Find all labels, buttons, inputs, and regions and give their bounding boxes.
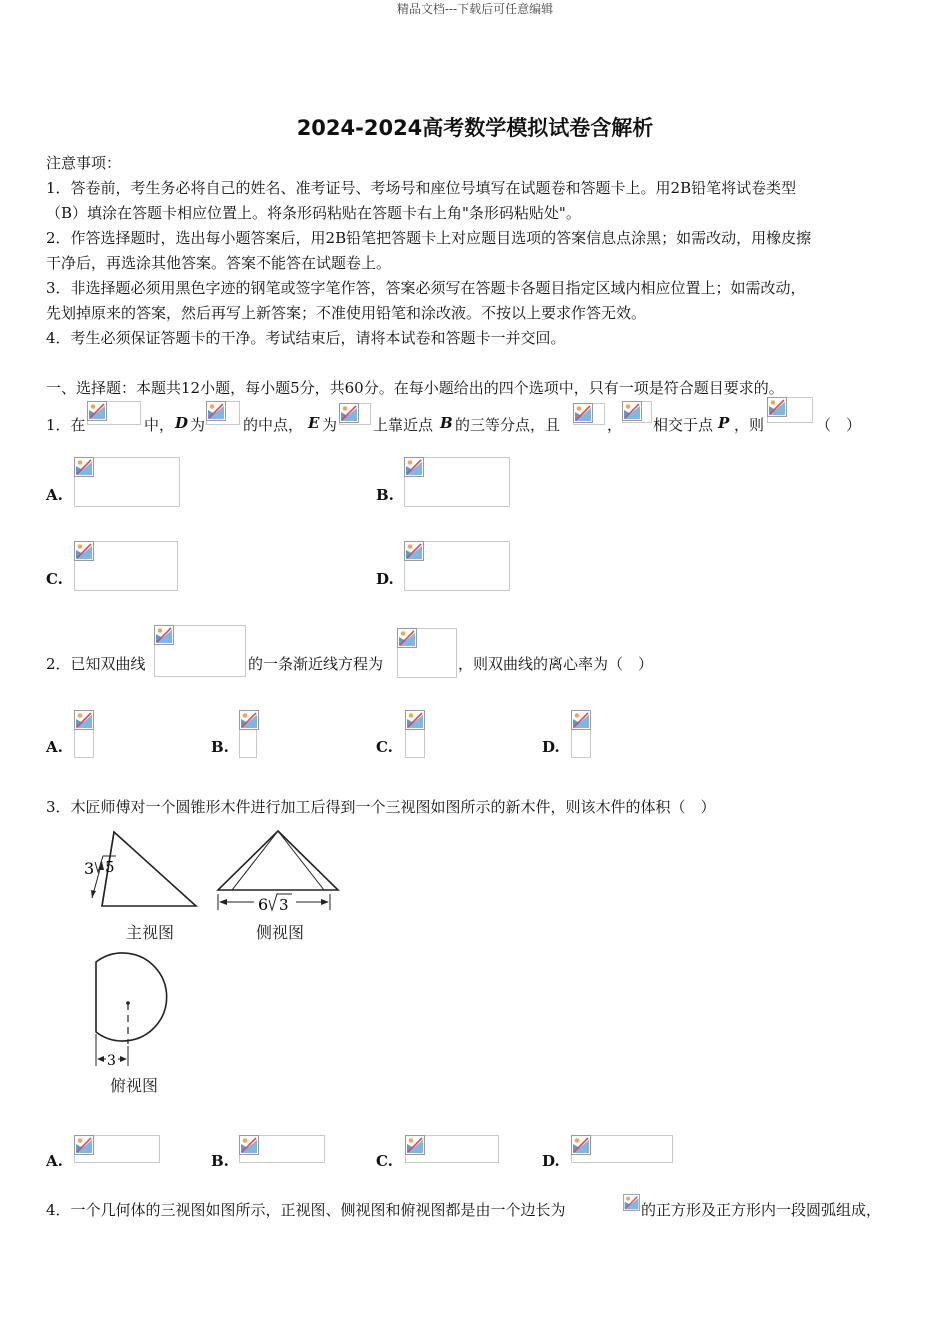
formula-image — [767, 397, 813, 423]
notice-line: （B）填涂在答题卡相应位置上。将条形码粘贴在答题卡右上角"条形码粘贴处"。 — [46, 204, 581, 222]
broken-image-icon — [405, 1135, 425, 1155]
side-dim-rad: 3 — [279, 896, 289, 914]
option-d-image[interactable] — [571, 710, 591, 758]
option-c-label: C. — [376, 1152, 393, 1170]
notice-line: 4．考生必须保证答题卡的干净。考试结束后，请将本试卷和答题卡一并交回。 — [46, 329, 566, 347]
front-view-label: 主视图 — [126, 923, 175, 942]
option-d-image[interactable] — [404, 541, 510, 591]
broken-image-icon — [767, 397, 787, 417]
broken-image-icon — [571, 710, 591, 730]
option-c-image[interactable] — [405, 710, 425, 758]
option-a-image[interactable] — [74, 457, 180, 507]
option-b-image[interactable] — [404, 457, 510, 507]
formula-image — [573, 403, 605, 425]
top-dim: 3 — [107, 1053, 116, 1069]
section-heading: 一、选择题：本题共12小题，每小题5分，共60分。在每小题给出的四个选项中，只有一项是符合题目要求的。 — [46, 379, 784, 397]
notice-line: 3．非选择题必须用黑色字迹的钢笔或签字笔作答，答案必须写在答题卡各题目指定区域内相应位置上；如需改动， — [46, 279, 806, 297]
broken-image-icon — [74, 541, 94, 561]
broken-image-icon — [87, 401, 107, 421]
broken-image-icon — [239, 710, 259, 730]
top-view-figure — [84, 948, 190, 1072]
front-dim-rad: 5 — [105, 858, 115, 876]
option-a-image[interactable] — [74, 710, 94, 758]
notice-line: 干净后，再选涂其他答案。答案不能答在试题卷上。 — [46, 254, 392, 272]
page-title: 2024-2024高考数学模拟试卷含解析 — [296, 116, 654, 140]
question-3-text: 3．木匠师傅对一个圆锥形木件进行加工后得到一个三视图如图所示的新木件，则该木件的体积（ ） — [46, 798, 716, 816]
notice-line: 先划掉原来的答案，然后再写上新答案；不准使用铅笔和涂改液。不按以上要求作答无效。 — [46, 304, 647, 322]
option-d-label: D. — [542, 738, 560, 756]
top-view-label: 俯视图 — [110, 1076, 159, 1095]
option-b-label: B. — [211, 738, 229, 756]
broken-image-icon — [622, 401, 642, 421]
option-b-label: B. — [376, 486, 394, 504]
broken-image-icon — [74, 710, 94, 730]
formula-image — [622, 401, 652, 423]
option-a-label: A. — [46, 738, 63, 756]
notice-heading: 注意事项： — [46, 154, 122, 172]
broken-image-icon — [404, 541, 424, 561]
option-c-label: C. — [46, 570, 63, 588]
option-a-label: A. — [46, 1152, 63, 1170]
broken-image-icon — [154, 625, 174, 645]
formula-image — [206, 401, 240, 425]
notice-line: 2．作答选择题时，选出每小题答案后，用2B铅笔把答题卡上对应题目选项的答案信息点涂黑；如需改动，用橡皮擦 — [46, 229, 812, 247]
option-c-label: C. — [376, 738, 393, 756]
notice-line: 1．答卷前，考生务必将自己的姓名、准考证号、考场号和座位号填写在试题卷和答题卡上。用2B铅笔将试卷类型 — [46, 179, 797, 197]
broken-image-icon — [74, 1135, 94, 1155]
option-b-label: B. — [211, 1152, 229, 1170]
option-c-image[interactable] — [74, 541, 178, 591]
option-a-label: A. — [46, 486, 63, 504]
broken-image-icon — [397, 628, 417, 648]
broken-image-icon — [623, 1194, 640, 1211]
front-dim-coef: 3 — [84, 859, 95, 878]
broken-image-icon — [404, 457, 424, 477]
option-c-image[interactable] — [405, 1135, 499, 1163]
side-dim-coef: 6 — [258, 895, 269, 914]
side-view-label: 侧视图 — [256, 923, 305, 942]
broken-image-icon — [405, 710, 425, 730]
broken-image-icon — [573, 403, 593, 423]
broken-image-icon — [571, 1135, 591, 1155]
formula-image — [397, 628, 457, 678]
option-d-label: D. — [376, 570, 394, 588]
broken-image-icon — [206, 401, 226, 421]
option-d-image[interactable] — [571, 1135, 673, 1163]
option-a-image[interactable] — [74, 1135, 160, 1163]
option-b-image[interactable] — [239, 710, 257, 758]
broken-image-icon — [339, 403, 359, 423]
broken-image-icon — [239, 1135, 259, 1155]
formula-image — [154, 625, 246, 677]
option-d-label: D. — [542, 1152, 560, 1170]
front-view-figure — [78, 828, 206, 912]
broken-image-icon — [74, 457, 94, 477]
formula-image — [339, 403, 371, 425]
option-b-image[interactable] — [239, 1135, 325, 1163]
formula-image — [624, 1195, 640, 1213]
formula-image — [87, 401, 141, 425]
page-header: 精品文档---下载后可任意编辑 — [396, 2, 554, 16]
side-view-figure — [212, 828, 344, 918]
